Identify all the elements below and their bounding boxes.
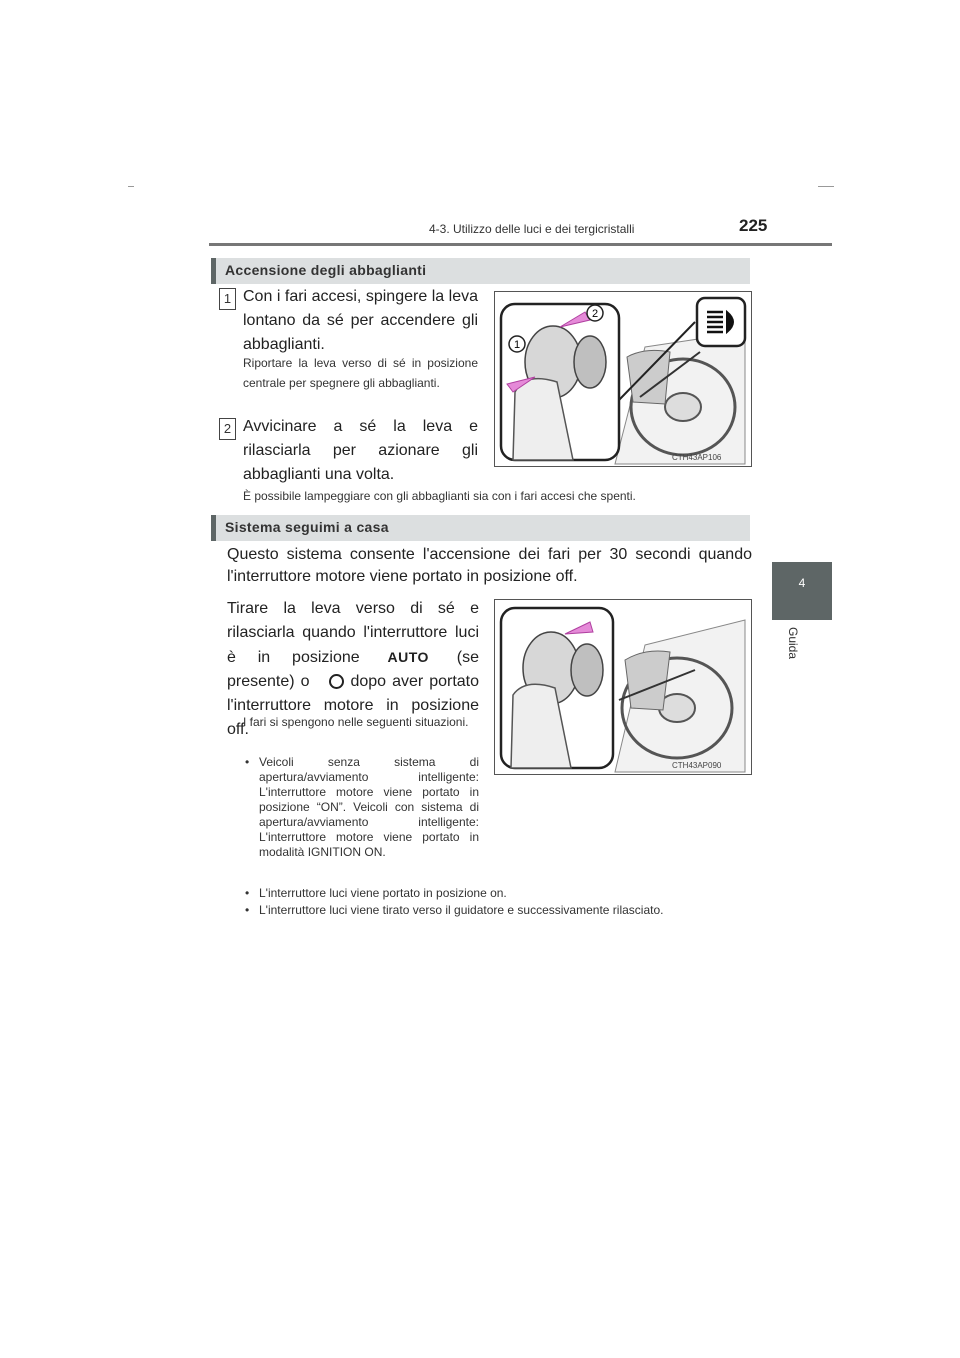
section-2-intro: Questo sistema consente l'accensione dei fari per 30 secondi quando l'interruttore motore viene portato in posizione off. [227,546,752,585]
follow-me-home-illustration [495,600,751,774]
figure-high-beam-lever [494,291,752,467]
list-item: • L'interruttore luci viene tirato verso il guidatore e successivamente rilasciato. [243,903,763,918]
step-2-text: Avvicinare a sé la leva e rilasciarla per azionare gli abbaglianti una volta. [243,418,478,483]
figure-follow-me-home-lever [494,599,752,775]
crop-mark-right [818,186,834,187]
chapter-tab: 4 [772,562,832,620]
auto-light-position-icon: AUTO [387,649,429,665]
step-1-note: Riportare la leva verso di sé in posizione centrale per spegnere gli abbaglianti. [243,356,478,390]
section-1-note: È possibile lampeggiare con gli abbaglianti sia con i fari accesi che spenti. [243,489,636,503]
step-number-1: 1 [219,288,236,310]
high-beam-illustration [495,292,751,466]
step-1-text: Con i fari accesi, spingere la leva lontano da sé per accendere gli abbaglianti. [243,288,478,353]
section-2-instruction: Tirare la leva verso di sé e rilasciarla quando l'interruttore luci è in posizione AUTO (se presente) o dopo aver portato l'interruttore motore in posizione off. [227,600,479,738]
light-switch-position-icon [329,674,344,689]
section-2-off-intro: I fari si spengono nelle seguenti situazioni. [243,715,469,729]
header-rule [209,243,832,246]
list-item: • Veicoli senza sistema di apertura/avviamento intelligente: L'interruttore motore viene portato in posizione “ON”. Veicoli con sistema di apertura/avviamento intelligente: L'interruttore motore viene portato in modalità IGNITION ON. [243,755,479,860]
crop-mark-left [128,186,134,187]
turn-off-conditions-list-continued [243,886,763,920]
figure-code: CTH43AP090 [672,761,722,770]
section-heading-high-beams: Accensione degli abbaglianti [211,258,750,284]
list-item: • L'interruttore luci viene portato in posizione on. [243,886,763,901]
figure-code: CTH43AP106 [672,453,722,462]
page-number: 225 [739,216,768,235]
turn-off-conditions-list [243,755,479,862]
running-header: 4-3. Utilizzo delle luci e dei tergicristalli [429,222,635,236]
section-heading-follow-me-home: Sistema seguimi a casa [211,515,750,541]
figure-callout-1: 1 [513,339,521,351]
chapter-label: Guida [786,627,800,660]
figure-callout-2: 2 [591,308,599,320]
step-number-2: 2 [219,418,236,440]
